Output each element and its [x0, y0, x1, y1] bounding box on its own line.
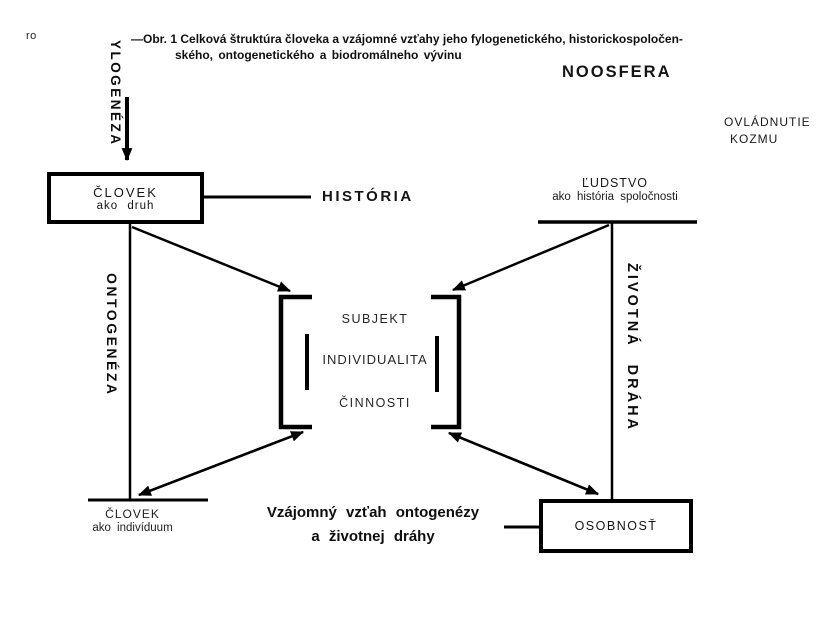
arrow-druh-to-center — [132, 227, 290, 291]
center-cinnosti: ČINNOSTI — [339, 396, 411, 410]
ovladnutie-line1: OVLÁDNUTIE — [724, 115, 811, 129]
arrow-osobnost-to-center — [449, 433, 598, 494]
vztah-line1: Vzájomný vzťah ontogenézy — [266, 504, 480, 521]
axis-ontogeneza: ONTOGENÉZA — [104, 273, 120, 397]
axis-zivotna-draha: ŽIVOTNÁ DRÁHA — [624, 263, 640, 433]
node-ludstvo — [530, 176, 700, 203]
label-vzajomny-vztah — [235, 501, 511, 549]
ludstvo-title: ĽUDSTVO — [581, 176, 649, 190]
arrow-individuum-to-center — [139, 432, 303, 495]
page-marginalia: ro — [26, 30, 37, 42]
arrow-ludstvo-to-center — [453, 225, 609, 290]
label-ovladnutie-kozmu — [724, 114, 811, 148]
node-clovek-ako-individuum — [80, 507, 185, 534]
osobnost-title: OSOBNOSŤ — [574, 519, 658, 533]
node-clovek-ako-druh — [47, 172, 204, 224]
node-osobnost — [539, 499, 693, 553]
clovek-druh-title: ČLOVEK — [93, 184, 158, 200]
vztah-line2: a životnej dráhy — [311, 528, 435, 545]
ovladnutie-line2: KOZMU — [730, 132, 779, 146]
label-noosfera: NOOSFERA — [562, 63, 672, 81]
caption-line1: —Obr. 1 Celková štruktúra človeka a vzájomné vzťahy jeho fylogenetického, historickospoločen- — [131, 32, 683, 46]
clovek-individuum-title: ČLOVEK — [105, 507, 160, 521]
clovek-individuum-subtitle: ako indivíduum — [92, 522, 173, 534]
caption-line2: ského, ontogenetického a biodromálneho vývinu — [175, 47, 462, 62]
axis-fylogeneza: YLOGENÉZA — [108, 40, 123, 147]
center-subjekt: SUBJEKT — [341, 312, 409, 326]
figure-caption — [131, 32, 691, 63]
label-historia: HISTÓRIA — [322, 188, 414, 205]
center-individualita: INDIVIDUALITA — [322, 352, 428, 367]
clovek-druh-subtitle: ako druh — [96, 199, 155, 212]
ludstvo-subtitle: ako história spoločnosti — [552, 191, 678, 203]
